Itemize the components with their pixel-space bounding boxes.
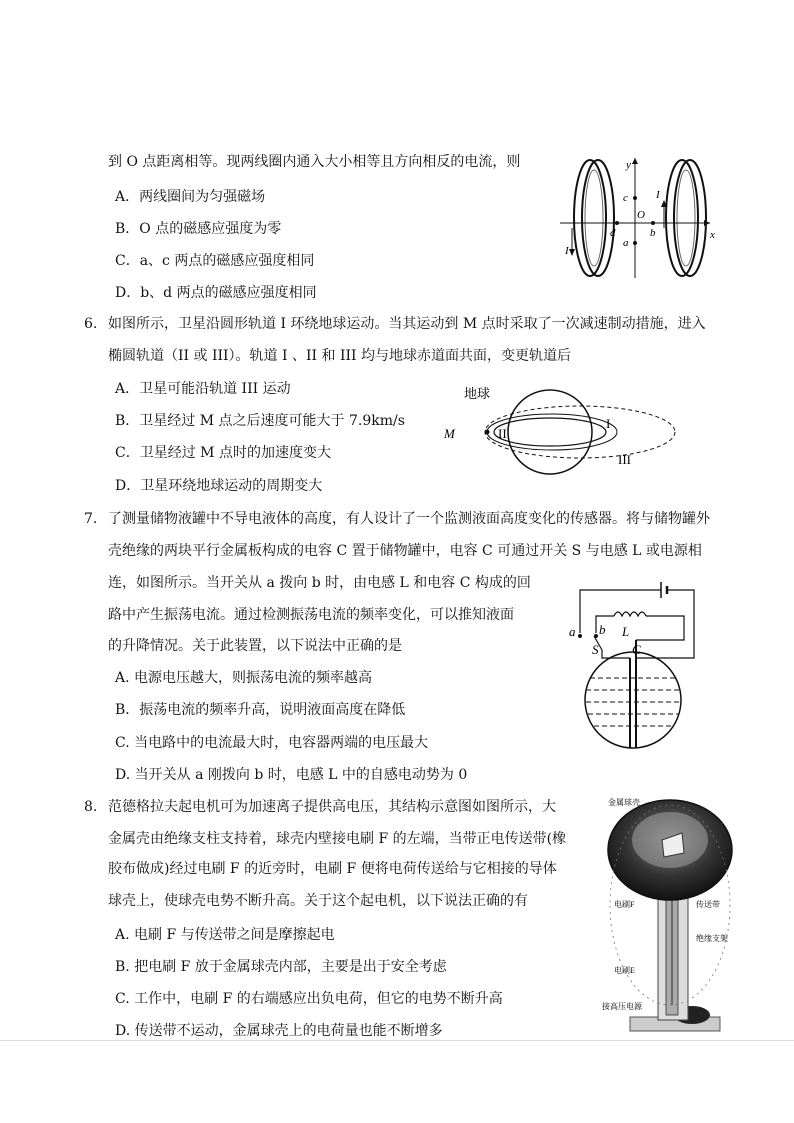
q7-stem-line-2: 壳绝缘的两块平行金属板构成的电容 C 置于储物罐中，电容 C 可通过开关 S 与电感 L 或电源相 bbox=[108, 543, 702, 559]
q7-option-d: D. 当开关从 a 刚拨向 b 时，电感 L 中的自感电动势为 0 bbox=[115, 767, 468, 783]
q6-option-a: A．卫星可能沿轨道 III 运动 bbox=[115, 381, 291, 397]
q6-label-i: I bbox=[606, 416, 611, 431]
q5-label-b: b bbox=[650, 227, 656, 239]
q5-label-x: x bbox=[710, 229, 715, 241]
q7-stem-line-1: 了测量储物液罐中不导电液体的高度，有人设计了一个监测液面高度变化的传感器。将与储物罐外 bbox=[108, 511, 710, 527]
q5-label-a: a bbox=[623, 237, 629, 249]
q8-label-belt: 传送带 bbox=[696, 900, 720, 909]
q7-label-c: C bbox=[632, 642, 641, 657]
q8-stem-line-1: 范德格拉夫起电机可为加速离子提供高电压，其结构示意图如图所示，大 bbox=[108, 799, 556, 815]
q6-stem-line-1: 如图所示，卫星沿圆形轨道 I 环绕地球运动。当其运动到 M 点时采取了一次减速制动措施，进入 bbox=[108, 316, 706, 332]
q8-option-a: A. 电刷 F 与传送带之间是摩擦起电 bbox=[115, 927, 335, 943]
q5-label-c: c bbox=[623, 192, 628, 204]
q7-stem-line-3: 连，如图所示。当开关从 a 拨向 b 时，由电感 L 和电容 C 构成的回 bbox=[108, 575, 531, 591]
q7-option-b: B．振荡电流的频率升高，说明液面高度在降低 bbox=[115, 702, 406, 718]
q6-option-c: C．卫星经过 M 点时的加速度变大 bbox=[115, 445, 331, 461]
q7-label-b: b bbox=[599, 622, 606, 637]
q6-option-d: D．卫星环绕地球运动的周期变大 bbox=[115, 478, 323, 494]
q5-label-o: O bbox=[637, 209, 645, 221]
q7-label-a: a bbox=[569, 624, 576, 639]
q5-label-i-left: I bbox=[565, 245, 569, 257]
q5-option-b: B．O 点的磁感应强度为零 bbox=[115, 221, 282, 237]
q8-generator-figure bbox=[600, 795, 740, 1045]
q6-number: 6. bbox=[84, 316, 98, 332]
q6-label-ii: II bbox=[498, 426, 507, 441]
q7-option-a: A. 电源电压越大，则振荡电流的频率越高 bbox=[115, 670, 373, 686]
q5-label-d: d bbox=[610, 227, 616, 239]
q8-label-hv: 接高压电源 bbox=[602, 1002, 642, 1011]
q6-label-iii: III bbox=[618, 452, 631, 467]
q8-number: 8. bbox=[84, 799, 98, 815]
q8-label-support: 绝缘支架 bbox=[696, 934, 728, 943]
q6-stem-line-2: 椭圆轨道（II 或 III）。轨道 I 、II 和 III 均与地球赤道面共面，变更轨道后 bbox=[108, 348, 571, 364]
q8-label-shell: 金属球壳 bbox=[608, 798, 640, 807]
q5-intro: 到 O 点距离相等。现两线圈内通入大小相等且方向相反的电流，则 bbox=[108, 154, 521, 170]
page-bottom-divider bbox=[0, 1040, 794, 1041]
q7-number: 7. bbox=[84, 511, 98, 527]
q8-label-brush-e: 电刷E bbox=[614, 966, 635, 975]
q8-label-brush-f: 电刷F bbox=[614, 900, 635, 909]
q5-option-a: A．两线圈间为匀强磁场 bbox=[115, 189, 266, 205]
q6-label-earth: 地球 bbox=[464, 386, 491, 401]
q7-option-c: C. 当电路中的电流最大时，电容器两端的电压最大 bbox=[115, 735, 429, 751]
q7-stem-line-5: 的升降情况。关于此装置，以下说法中正确的是 bbox=[108, 638, 402, 654]
q7-stem-line-4: 路中产生振荡电流。通过检测振荡电流的频率变化，可以推知液面 bbox=[108, 607, 514, 623]
q7-lc-circuit-figure bbox=[566, 578, 706, 760]
q6-option-b: B．卫星经过 M 点之后速度可能大于 7.9km/s bbox=[115, 413, 405, 429]
q8-stem-line-4: 球壳上，使球壳电势不断升高。关于这个起电机，以下说法正确的有 bbox=[108, 893, 528, 909]
q8-option-c: C. 工作中，电刷 F 的右端感应出负电荷，但它的电势不断升高 bbox=[115, 991, 503, 1007]
q8-option-d: D. 传送带不运动，金属球壳上的电荷量也能不断增多 bbox=[115, 1023, 443, 1039]
q5-coil-figure bbox=[560, 148, 720, 288]
q8-stem-line-3: 胶布做成)经过电刷 F 的近旁时，电刷 F 便将电荷传送给与它相接的导体 bbox=[108, 861, 557, 877]
q5-label-i-right: I bbox=[656, 189, 660, 201]
q8-stem-line-2: 金属壳由绝缘支柱支持着，球壳内壁接电刷 F 的左端，当带正电传送带(橡 bbox=[108, 831, 567, 847]
q7-label-s: S bbox=[592, 642, 599, 657]
q8-option-b: B. 把电刷 F 放于金属球壳内部，主要是出于安全考虑 bbox=[115, 959, 447, 975]
q6-orbit-figure bbox=[440, 380, 680, 475]
q5-label-y: y bbox=[626, 159, 631, 171]
q5-option-d: D．b、d 两点的磁感应强度相同 bbox=[115, 285, 317, 301]
q6-label-m: M bbox=[444, 426, 455, 441]
q5-option-c: C．a、c 两点的磁感应强度相同 bbox=[115, 253, 315, 269]
q7-label-l: L bbox=[622, 624, 630, 639]
